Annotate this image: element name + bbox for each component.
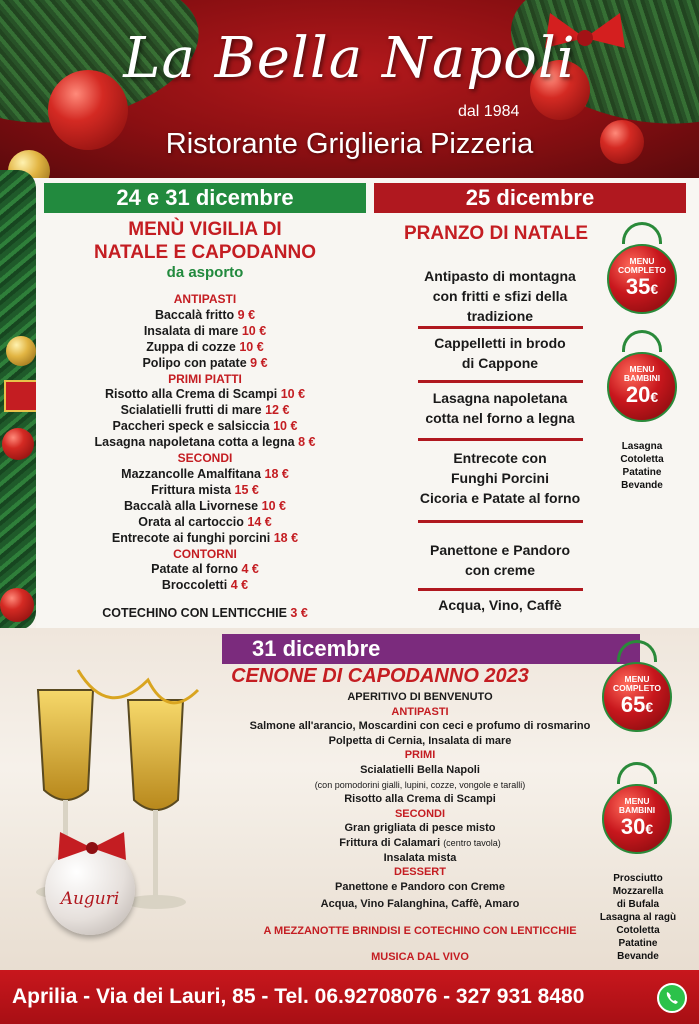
menu-item <box>230 734 610 749</box>
dish-name: Scialatielli frutti di mare <box>120 403 262 418</box>
dish-name: Paccheri speck e salsiccia <box>112 419 270 434</box>
course-line: con fritti e sfizi della <box>432 288 568 304</box>
vigilia-title-line: MENÙ VIGILIA DI <box>128 219 282 240</box>
since-year: dal 1984 <box>458 103 520 120</box>
kids-menu-item: Lasagna <box>621 441 663 452</box>
dish-name: Gran grigliata di pesce misto <box>344 822 496 835</box>
ornament-hook <box>622 330 662 352</box>
price-ornament-full <box>604 222 680 314</box>
dish-price: 9 € <box>250 355 268 370</box>
dish-name: Insalata mista <box>383 851 457 864</box>
course-line: tradizione <box>466 308 534 324</box>
price-label: MENU <box>624 674 650 684</box>
course-item <box>410 540 590 580</box>
menu-item <box>40 403 370 419</box>
dish-price: 10 € <box>273 419 298 434</box>
kids-menu-item: Bevande <box>621 480 663 491</box>
price-label: COMPLETO <box>617 265 666 275</box>
date-band-natale: 25 dicembre <box>374 183 686 213</box>
menu-section-header: PRIMI PIATTI <box>168 371 242 386</box>
dish-price: 4 € <box>230 578 249 593</box>
menu-item <box>40 467 370 483</box>
dish-name: Insalata di mare <box>143 323 239 338</box>
phone-icon <box>659 985 685 1011</box>
course-line: con creme <box>464 562 536 578</box>
menu-section-header: SECONDI <box>177 451 233 466</box>
dish-price: 10 € <box>241 323 267 338</box>
menu-item <box>230 792 610 807</box>
menu-item <box>40 419 370 435</box>
natale-lunch-title: PRANZO DI NATALE <box>403 223 588 244</box>
dish-name: Entrecote ai funghi porcini <box>111 530 271 545</box>
kids-menu-item: Lasagna al ragù <box>599 912 677 923</box>
course-line: Entrecote con <box>453 450 547 466</box>
restaurant-name: La Bella Napoli <box>123 26 576 91</box>
ornament-hook <box>617 640 657 662</box>
course-line: Panettone e Pandoro <box>429 542 571 558</box>
price-ornament-kids <box>599 762 675 854</box>
cotechino-item <box>40 606 370 620</box>
christmas-ball-icon <box>2 428 34 460</box>
dish-price: 18 € <box>264 466 289 481</box>
price-label: MENU <box>629 256 655 266</box>
dish-price: 10 € <box>239 339 264 354</box>
dish-price: 4 € <box>241 562 259 577</box>
restaurant-subtitle: Ristorante Griglieria Pizzeria <box>165 128 534 160</box>
menu-item <box>40 578 370 594</box>
contact-footer <box>0 970 699 1024</box>
price-label: BAMBINI <box>623 373 661 383</box>
menu-item <box>40 435 370 451</box>
dish-name: Mazzancolle Amalfitana <box>121 466 262 481</box>
menu-item <box>40 324 370 340</box>
ornament-hook <box>622 222 662 244</box>
price-ball <box>607 244 677 314</box>
dish-note: (centro tavola) <box>443 837 501 848</box>
course-item <box>410 595 590 615</box>
menu-item <box>230 880 610 895</box>
kids-menu-list <box>590 872 686 963</box>
header-banner <box>0 0 699 178</box>
menu-item <box>40 356 370 372</box>
course-item <box>410 266 590 326</box>
course-item <box>410 388 590 428</box>
kids-menu-item: Patatine <box>622 467 662 478</box>
price-ornament-full <box>599 640 675 732</box>
course-item <box>410 448 590 508</box>
dish-name: Risotto alla Crema di Scampi <box>104 387 278 402</box>
menu-section-header: PRIMI <box>404 749 436 762</box>
course-separator <box>418 326 583 329</box>
whatsapp-icon[interactable] <box>657 983 687 1013</box>
course-separator <box>418 380 583 383</box>
menu-item <box>40 562 370 578</box>
dish-price: 10 € <box>280 387 306 402</box>
dish-name: Salmone all'arancio, Moscardini con ceci e profumo di rosmarino <box>249 720 591 733</box>
kids-menu-item: di Bufala <box>616 899 660 910</box>
ribbon-bow-icon <box>52 828 132 868</box>
menu-section-header: ANTIPASTI <box>173 292 237 306</box>
dish-price: 15 € <box>234 482 259 497</box>
menu-item <box>230 763 610 778</box>
vigilia-menu-list <box>40 292 370 594</box>
dish-price: 8 € <box>298 435 316 450</box>
vigilia-menu-title <box>40 218 370 264</box>
gift-box-icon <box>4 380 40 412</box>
course-line: cotta nel forno a legna <box>425 410 575 426</box>
dish-name: COTECHINO CON LENTICCHIE <box>102 606 287 620</box>
course-separator <box>418 588 583 591</box>
auguri-text: Auguri <box>60 889 120 909</box>
contact-info[interactable]: Aprilia - Via dei Lauri, 85 - Tel. 06.92708076 - 327 931 8480 <box>12 985 585 1008</box>
menu-item <box>40 340 370 356</box>
kids-menu-item: Prosciutto <box>613 873 663 884</box>
price-label: COMPLETO <box>612 683 661 693</box>
dish-name: Risotto alla Crema di Scampi <box>344 793 496 806</box>
cenone-menu-list <box>230 690 610 894</box>
kids-menu-item: Patatine <box>618 938 658 949</box>
dish-name: Patate al forno <box>151 562 238 577</box>
menu-section-header: DESSERT <box>394 866 446 879</box>
dish-price: 12 € <box>265 403 290 418</box>
menu-item <box>230 690 610 705</box>
dish-name: Zuppa di cozze <box>146 339 236 354</box>
ornament-hook <box>617 762 657 784</box>
menu-item <box>40 531 370 547</box>
kids-menu-item: Bevande <box>617 951 659 962</box>
dish-name: Baccalà fritto <box>154 307 235 322</box>
dish-name: Frittura di Calamari <box>339 836 441 849</box>
price-amount: 30€ <box>620 814 654 839</box>
course-line: di Cappone <box>461 355 539 371</box>
course-line: Antipasto di montagna <box>424 268 576 284</box>
price-label: MENU <box>624 796 650 806</box>
menu-item <box>40 387 370 403</box>
menu-section-header: ANTIPASTI <box>391 705 449 718</box>
menu-item <box>40 499 370 515</box>
dish-name: Lasagna napoletana cotta a legna <box>94 435 295 450</box>
price-ornament-kids <box>604 330 680 422</box>
kids-menu-list <box>604 440 680 492</box>
dish-name: Orata al cartoccio <box>138 514 244 529</box>
christmas-ball-icon <box>0 588 34 622</box>
menu-item <box>230 851 610 866</box>
date-band-vigilia: 24 e 31 dicembre <box>44 183 366 213</box>
price-amount: 65€ <box>620 692 654 717</box>
christmas-ball-icon <box>6 336 36 366</box>
dish-name: Baccalà alla Livornese <box>124 498 259 513</box>
dish-name: Broccoletti <box>161 578 228 593</box>
kids-menu-item: Mozzarella <box>612 886 664 897</box>
dish-price: 9 € <box>237 307 256 322</box>
kids-menu-item: Cotoletta <box>620 454 664 465</box>
dish-name: APERITIVO DI BENVENUTO <box>347 691 493 703</box>
course-separator <box>418 520 583 523</box>
dish-name: Panettone e Pandoro con Creme <box>335 880 505 893</box>
menu-section-header: SECONDI <box>394 807 446 820</box>
cenone-title: CENONE DI CAPODANNO 2023 <box>231 665 529 687</box>
price-ball <box>602 662 672 732</box>
dish-price: 3 € <box>290 606 308 620</box>
date-band-capodanno: 31 dicembre <box>222 634 640 664</box>
menu-item <box>40 515 370 531</box>
menu-item <box>230 821 610 836</box>
takeaway-label: da asporto <box>166 264 244 281</box>
vigilia-title-line: NATALE E CAPODANNO <box>93 242 317 263</box>
course-line: Acqua, Vino, Caffè <box>438 597 562 613</box>
dish-price: 10 € <box>261 498 286 513</box>
price-amount: 20€ <box>625 382 659 407</box>
course-line: Funghi Porcini <box>451 470 549 486</box>
price-label: MENU <box>629 364 655 374</box>
course-line: Cappelletti in brodo <box>434 335 566 351</box>
price-ball <box>607 352 677 422</box>
dish-name: Polpetta di Cernia, Insalata di mare <box>328 734 512 747</box>
menu-item <box>40 308 370 324</box>
dish-name: Polipo con patate <box>142 355 247 370</box>
kids-menu-item: Cotoletta <box>616 925 660 936</box>
menu-item <box>230 836 610 851</box>
dish-note: (con pomodorini gialli, lupini, cozze, vongole e taralli) <box>314 779 526 790</box>
price-ball <box>602 784 672 854</box>
course-separator <box>418 438 583 441</box>
menu-section-header: CONTORNI <box>173 546 237 561</box>
course-line: Cicoria e Patate al forno <box>419 490 581 506</box>
midnight-note: A MEZZANOTTE BRINDISI E COTECHINO CON LENTICCHIE <box>263 925 577 937</box>
dish-price: 14 € <box>247 514 272 529</box>
price-amount: 35€ <box>625 274 659 299</box>
music-note: MUSICA DAL VIVO <box>371 951 469 963</box>
course-line: Lasagna napoletana <box>432 390 568 406</box>
menu-item <box>40 483 370 499</box>
dish-name: Scialatielli Bella Napoli <box>360 763 480 776</box>
menu-item <box>230 719 610 734</box>
price-label: BAMBINI <box>618 805 656 815</box>
dish-name: Frittura mista <box>151 482 232 497</box>
drinks-line: Acqua, Vino Falanghina, Caffè, Amaro <box>320 898 520 910</box>
dish-price: 18 € <box>273 530 299 545</box>
course-item <box>410 333 590 373</box>
